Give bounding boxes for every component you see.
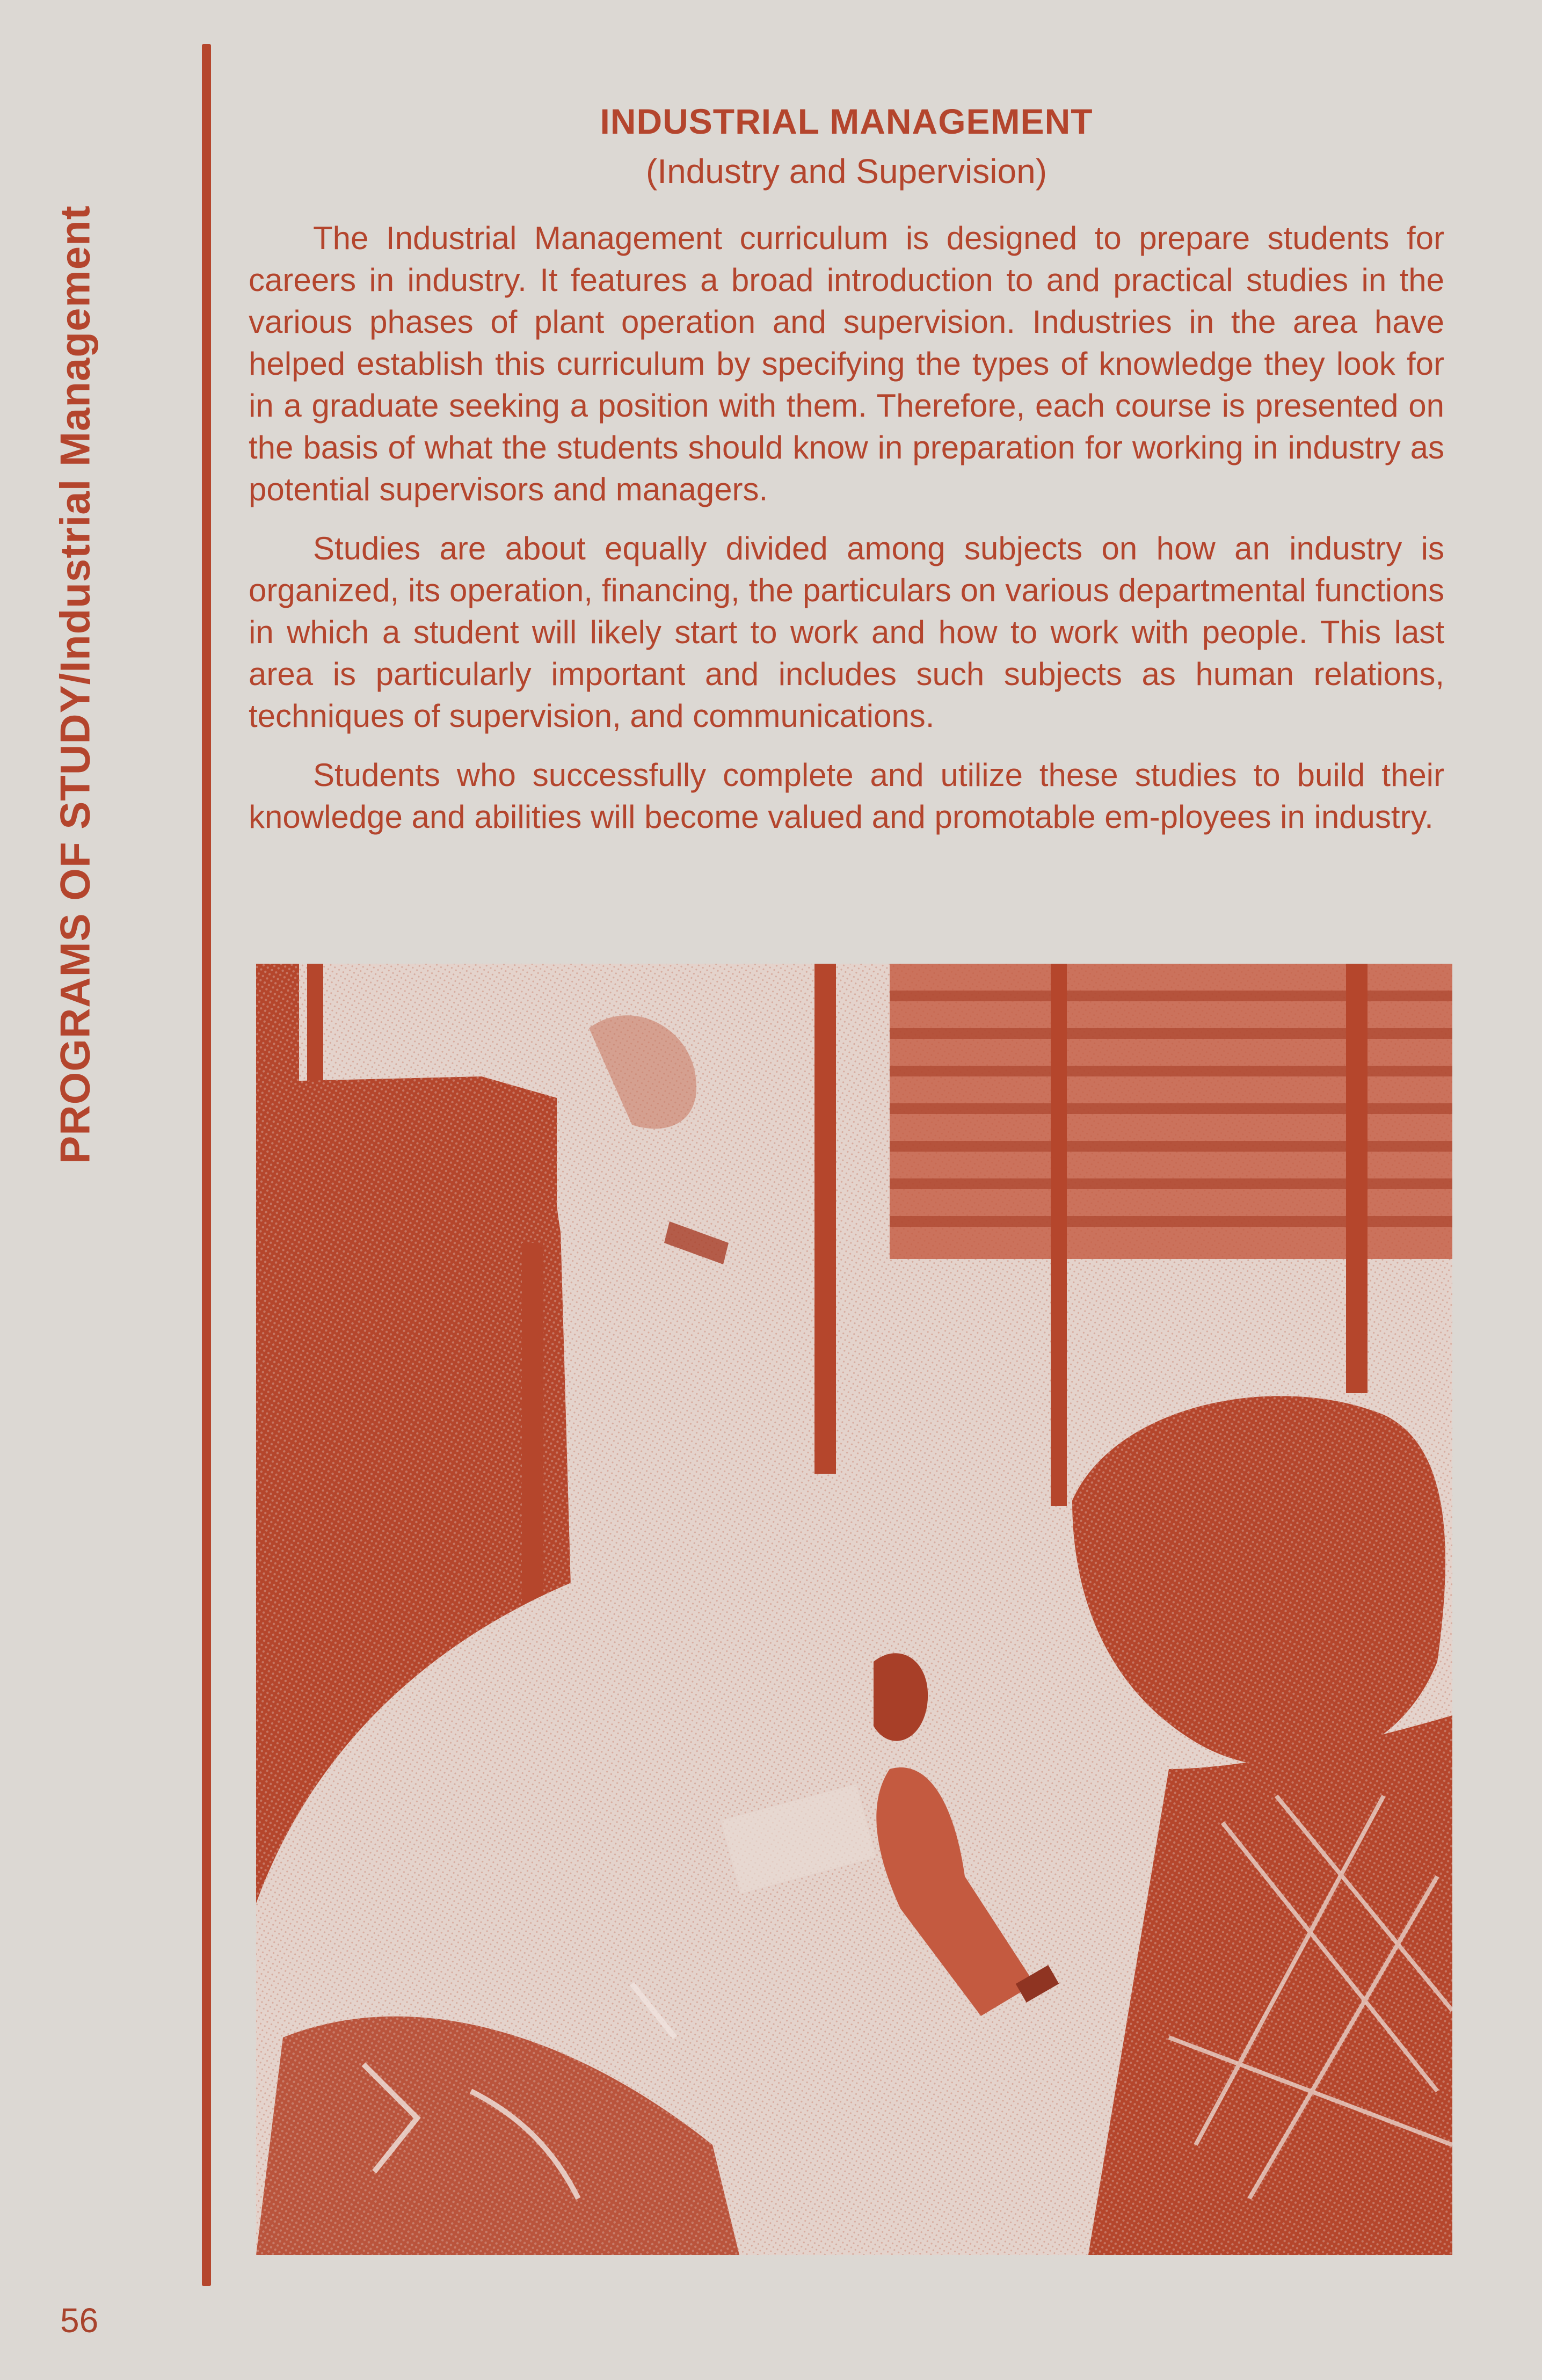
page-number: 56	[60, 2301, 99, 2340]
paragraph-2: Studies are about equally divided among subjects on how an industry is organized, its operation, financing, the particulars on various departmental functions in which a student will likely start to work and how to work with people. This last area is particularly important and includes such subjects as human relations, techniques of supervision, and communications.	[249, 530, 1444, 734]
photo-instructor-and-student	[256, 964, 1452, 2255]
paragraph-1: The Industrial Management curriculum is designed to prepare students for careers in industry. It features a broad introduction to and practical studies in the various phases of plant operation and supervision. Industries in the area have helped establish this curriculum by specifying the types of knowledge they look for in a graduate seeking a position with them. Therefore, each course is presented on the basis of what the students should know in preparation for working in industry as potential supervisors and managers.	[249, 220, 1444, 507]
photo-illustration	[256, 964, 1452, 2255]
running-head: PROGRAMS OF STUDY/Industrial Management	[51, 205, 99, 1164]
paragraph-3: Students who successfully complete and utilize these studies to build their knowledge and abilities will become valued and promotable em-ployees in industry.	[249, 757, 1444, 835]
article-title: INDUSTRIAL MANAGEMENT	[600, 101, 1093, 141]
article-body	[249, 217, 1444, 855]
article-subtitle: (Industry and Supervision)	[645, 152, 1048, 191]
vertical-rule	[202, 44, 211, 2286]
